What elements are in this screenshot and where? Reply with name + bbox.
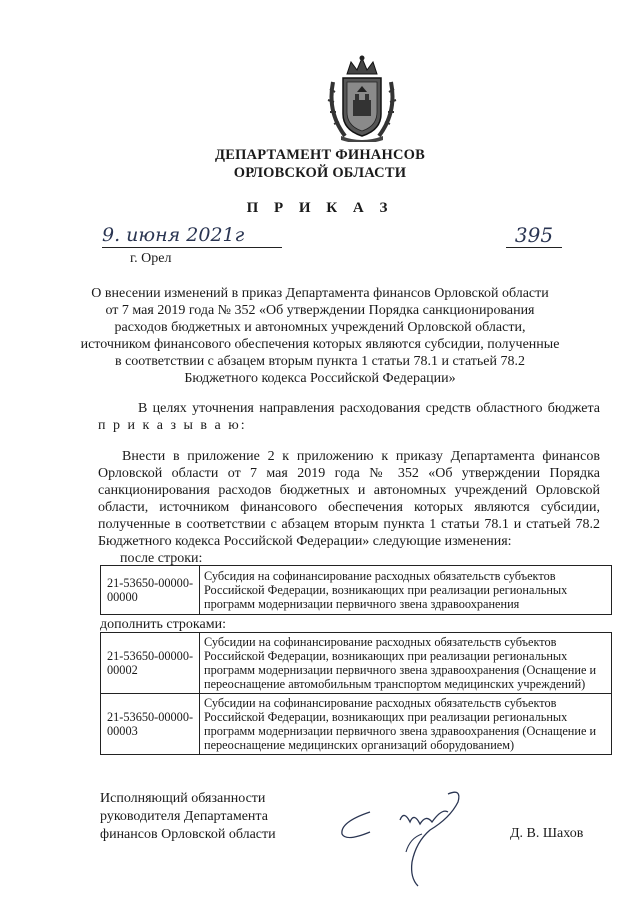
subsidy-description-cell: Субсидии на софинансирование расходных обязательств субъектов Российской Федерации, возникающих при реализации региональных программ модернизации первичного звена здравоохранения (Оснащение и переоснащение медицинских организаций оборудованием) — [200, 694, 612, 755]
table-row — [101, 566, 612, 615]
table-row — [101, 694, 612, 755]
subject-line: Бюджетного кодекса Российской Федерации» — [184, 371, 456, 386]
signatory-name: Д. В. Шахов — [510, 826, 584, 841]
subject-line: источником финансового обеспечения которых являются субсидии, полученные — [80, 337, 560, 352]
coat-of-arms-emblem — [325, 52, 399, 142]
added-rows-table — [100, 632, 612, 755]
document-type-title: П Р И К А З — [246, 200, 394, 216]
subject-block — [0, 285, 640, 387]
handwritten-number: 395 — [514, 223, 554, 247]
budget-code-cell: 21-53650-00000-00002 — [101, 633, 200, 694]
subsidy-description-cell: Субсидии на софинансирование расходных обязательств субъектов Российской Федерации, возникающих при реализации региональных программ модернизации первичного звена здравоохранения (Оснащение и переоснащение автомобильным транспортом медицинских учреждений) — [200, 633, 612, 694]
handwritten-signature — [330, 782, 480, 892]
position-line: финансов Орловской области — [100, 827, 276, 842]
handwritten-date: 9. июня 2021г — [102, 224, 245, 246]
department-name-line2: ОРЛОВСКОЙ ОБЛАСТИ — [233, 165, 407, 181]
table-row — [101, 633, 612, 694]
budget-code-cell: 21-53650-00000-00000 — [101, 566, 200, 615]
main-paragraph: Внести в приложение 2 к приложению к приказу Департамента финансов Орловской области от 7 мая 2019 года № 352 «Об утверждении Порядка санкционирования расходов бюджетных и автономных учреждений Орловской области, источником финансового обеспечения которых являются субсидии, полученные в соответствии с абзацем вторым пункта 1 статьи 78.1 и статьей 78.2 Бюджетного кодекса Российской Федерации» следующие изменения: — [98, 449, 600, 549]
subject-line: в соответствии с абзацем вторым пункта 1 статьи 78.1 и статьей 78.2 — [114, 354, 526, 369]
number-field — [506, 224, 562, 248]
date-field — [102, 224, 282, 248]
subsidy-description-cell: Субсидия на софинансирование расходных обязательств субъектов Российской Федерации, возникающих при реализации региональных программ модернизации первичного звена здравоохранения — [200, 566, 612, 615]
after-row-label: после строки: — [120, 551, 203, 566]
intro-paragraph — [98, 400, 600, 434]
city-label: г. Орел — [130, 251, 172, 266]
department-name-line1: ДЕПАРТАМЕНТ ФИНАНСОВ — [215, 147, 425, 163]
signatory-position — [100, 790, 276, 844]
budget-code-cell: 21-53650-00000-00003 — [101, 694, 200, 755]
order-keyword: п р и к а з ы в а ю: — [98, 418, 247, 433]
subject-line: расходов бюджетных и автономных учреждений Орловской области, — [114, 320, 526, 335]
intro-text: В целях уточнения направления расходования средств областного бюджета — [138, 401, 600, 416]
add-rows-label: дополнить строками: — [100, 617, 226, 632]
subject-line: от 7 мая 2019 года № 352 «Об утверждении Порядка санкционирования — [105, 303, 535, 318]
after-row-table — [100, 565, 612, 615]
subject-line: О внесении изменений в приказ Департамента финансов Орловской области — [91, 286, 549, 301]
position-line: Исполняющий обязанности — [100, 791, 266, 806]
position-line: руководителя Департамента — [100, 809, 268, 824]
